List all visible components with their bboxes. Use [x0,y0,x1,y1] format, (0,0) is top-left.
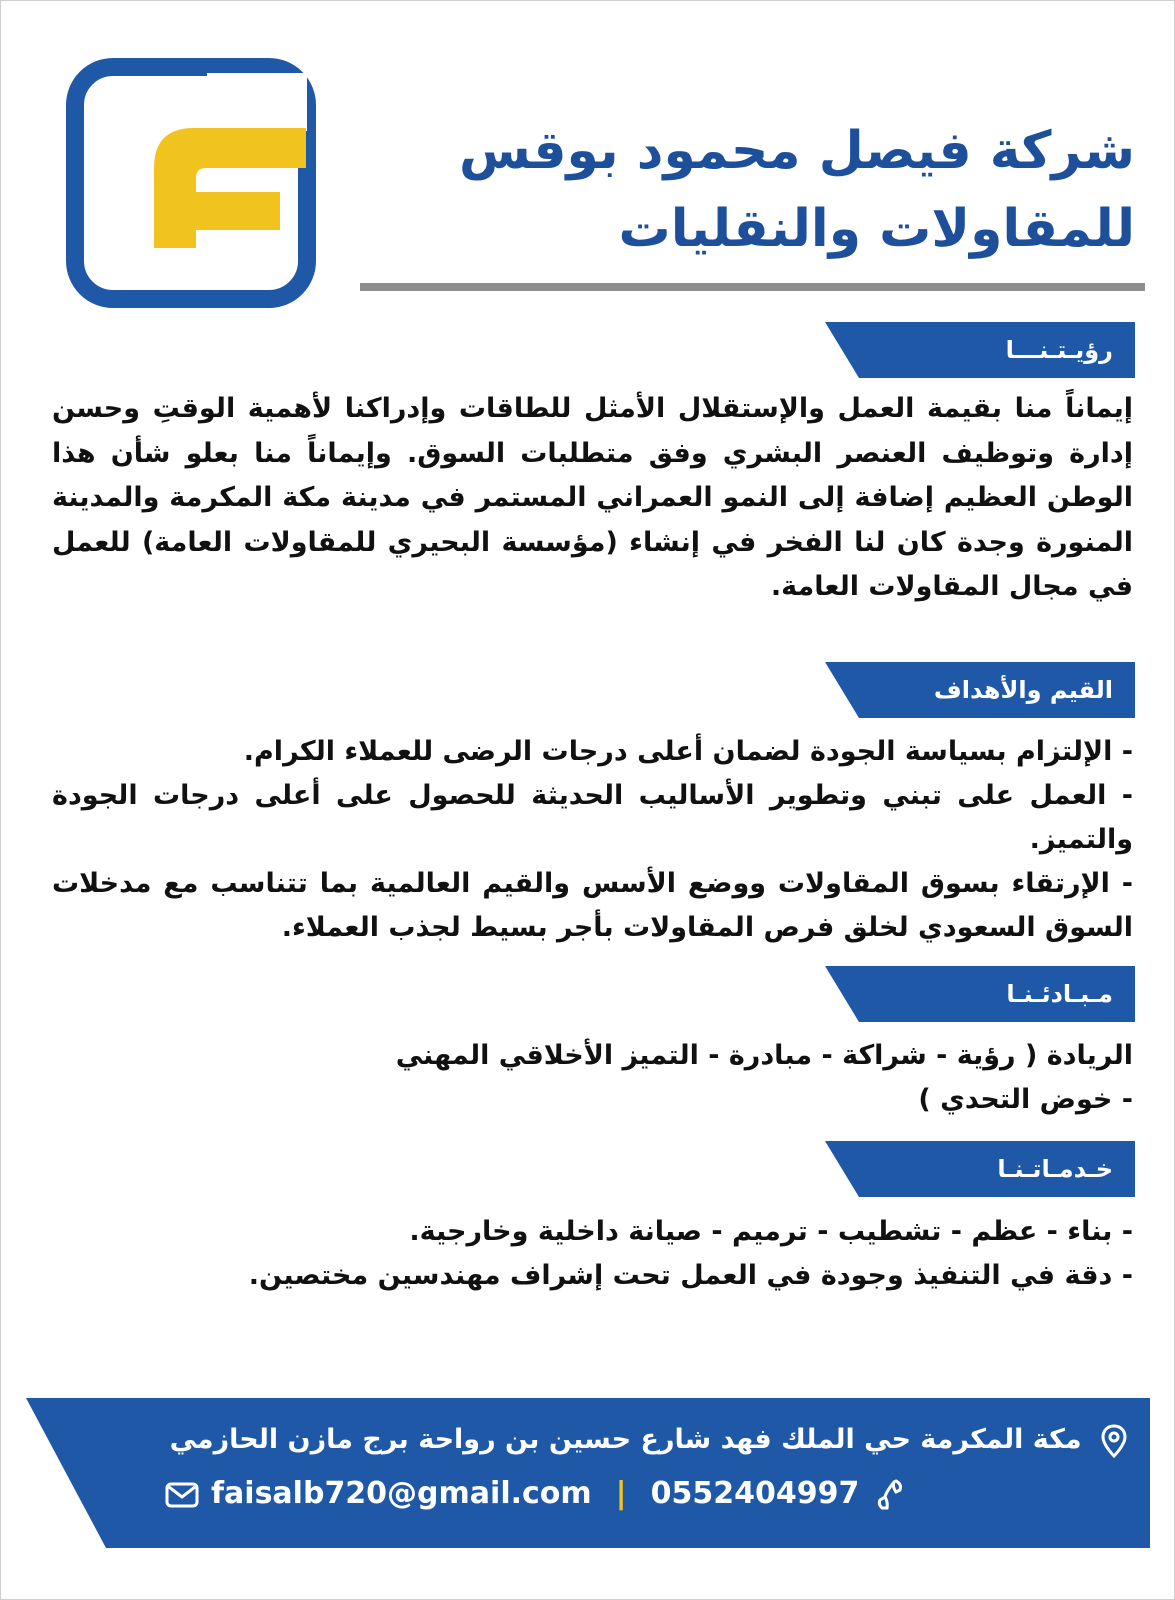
address-line [127,1418,1127,1462]
ribbon-tail-icon [825,966,875,1022]
list-item: - الإرتقاء بسوق المقاولات ووضع الأسس والقيم العالمية بما تتناسب مع مدخلات السوق السعودي لخلق فرص المقاولات بأجر بسيط لجذب العملاء. [52,868,1133,943]
list-item: الريادة ( رؤية - شراكة - مبادرة - التميز الأخلاقي المهني [395,1040,1133,1071]
company-name-line1: شركة فيصل محمود بوقس [459,121,1135,181]
section-title-services: خـدمـاتـنـا [997,1155,1113,1183]
values-list [52,730,1133,950]
section-header-vision [825,322,1135,378]
mail-icon [165,1482,199,1508]
section-title-values: القيم والأهداف [933,676,1113,704]
ribbon-tail-icon [825,1141,875,1197]
company-name-line2: للمقاولات والنقليات [618,199,1135,259]
ribbon-tail-icon [825,662,875,718]
company-title [355,112,1135,268]
company-logo [66,58,316,308]
email-link[interactable]: faisalb720@gmail.com [211,1476,592,1511]
list-item: - خوض التحدي ) [918,1084,1133,1115]
phone-number[interactable]: 0552404997 [650,1476,860,1511]
address-text: مكة المكرمة حي الملك فهد شارع حسين بن رواحة برج مازن الحازمي [169,1424,1082,1455]
section-header-values [825,662,1135,718]
list-item: - العمل على تبني وتطوير الأساليب الحديثة للحصول على أعلى درجات الجودة والتميز. [52,780,1133,855]
section-header-principles [825,966,1135,1022]
services-list [52,1210,1133,1298]
section-title-principles: مـبـادئـنـا [1006,980,1113,1008]
phone-icon [876,1478,904,1512]
principles-list [52,1034,1133,1122]
footer [0,1398,1175,1548]
list-item: - دقة في التنفيذ وجودة في العمل تحت إشراف مهندسين مختصين. [248,1260,1133,1291]
ribbon-tail-icon [825,322,875,378]
location-pin-icon [1101,1424,1127,1458]
section-title-vision: رؤيـتـنـــا [1005,336,1113,364]
list-item: - الإلتزام بسياسة الجودة لضمان أعلى درجات الرضى للعملاء الكرام. [243,736,1133,767]
title-divider [360,283,1145,291]
contact-separator: | [615,1476,627,1511]
list-item: - بناء - عظم - تشطيب - ترميم - صيانة داخلية وخارجية. [409,1216,1133,1247]
contact-line [165,1470,925,1518]
section-header-services [825,1141,1135,1197]
vision-paragraph: إيماناً منا بقيمة العمل والإستقلال الأمثل للطاقات وإدراكنا لأهمية الوقتِ وحسن إدارة وتوظيف العنصر البشري وفق متطلبات السوق. وإيماناً منا بعلو شأن هذا الوطن العظيم إضافة إلى النمو العمراني المستمر في مدينة مكة المكرمة والمدينة المنورة وجدة كان لنا الفخر في إنشاء (مؤسسة البحيري للمقاولات العامة) للعمل في مجال المقاولات العامة. [52,393,1133,602]
